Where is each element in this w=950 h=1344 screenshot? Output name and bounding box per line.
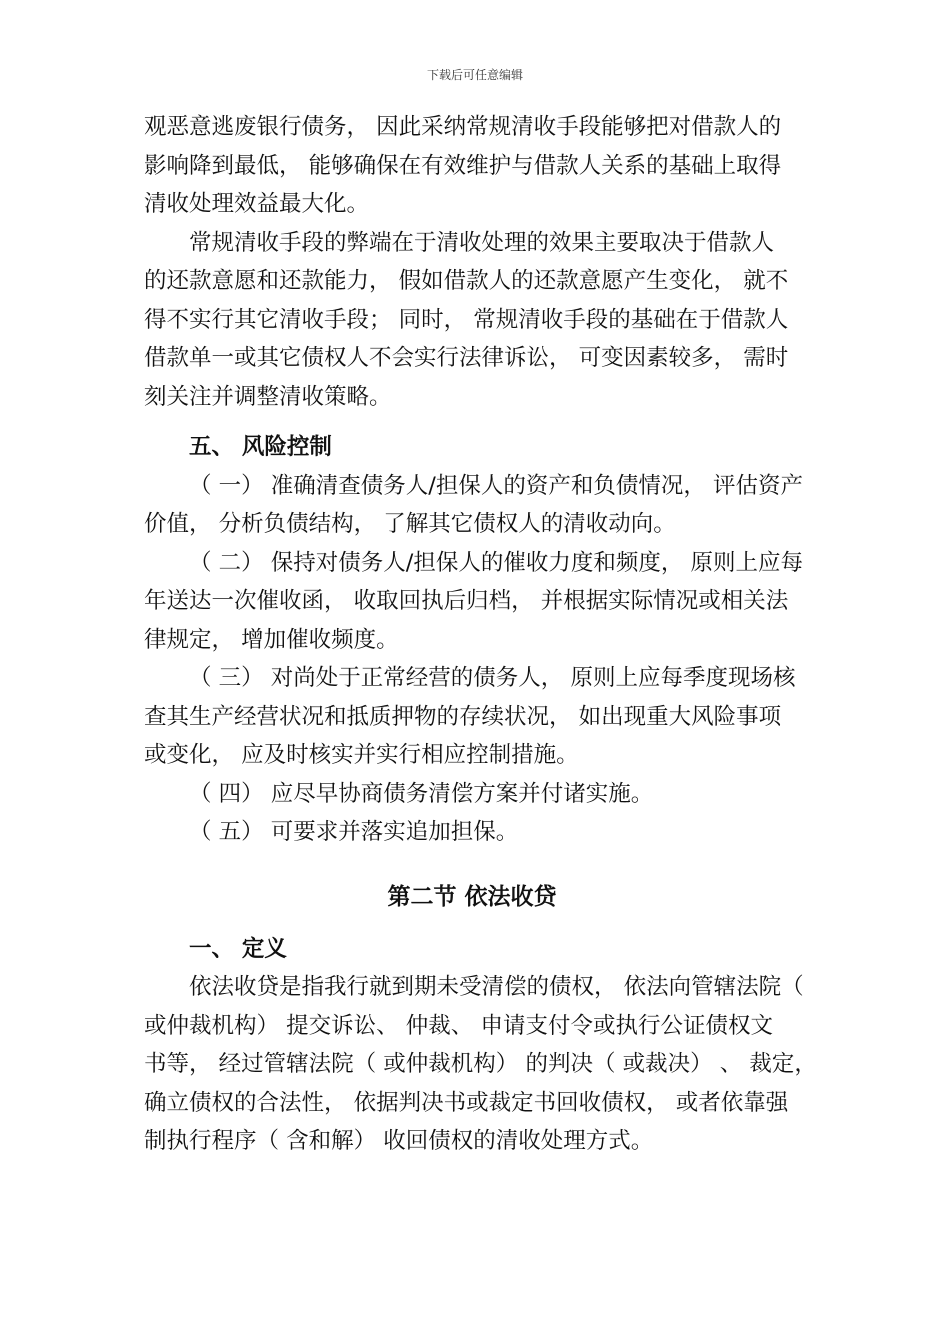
text-line: 得不实行其它清收手段； 同时， 常规清收手段的基础在于借款人 xyxy=(144,306,789,333)
list-item: （ 四） 应尽早协商债务清偿方案并付诸实施。 xyxy=(189,780,654,807)
document-body xyxy=(144,108,817,1161)
paragraph-drawbacks xyxy=(144,224,808,417)
text-line: 确立债权的合法性， 依据判决书或裁定书回收债权， 或者依靠强 xyxy=(144,1089,789,1116)
text-line: 刻关注并调整清收策略。 xyxy=(144,383,392,410)
list-item: （ 五） 可要求并落实追加担保。 xyxy=(189,819,519,845)
text-line: （ 一） 准确清查债务人/担保人的资产和负债情况， 评估资产 xyxy=(189,472,804,499)
text-line: 价值， 分析负债结构， 了解其它债权人的清收动向。 xyxy=(144,511,676,537)
list-item xyxy=(144,659,808,775)
list-item xyxy=(144,544,808,660)
text-line: 清收处理效益最大化。 xyxy=(144,191,370,217)
text-line: （ 二） 保持对债务人/担保人的催收力度和频度， 原则上应每 xyxy=(189,549,804,576)
page-header: 下载后可任意编辑 xyxy=(426,68,523,82)
text-line: 依法收贷是指我行就到期未受清偿的债权， 依法向管辖法院（ xyxy=(189,974,804,1000)
heading-definition: 一、 定义 xyxy=(189,935,287,962)
text-line: 或仲裁机构） 提交诉讼、 仲裁、 申请支付令或执行公证债权文 xyxy=(144,1012,773,1039)
text-line: 查其生产经营状况和抵质押物的存续状况， 如出现重大风险事项 xyxy=(144,703,782,730)
list-item xyxy=(144,467,808,544)
text-line: 或变化， 应及时核实并实行相应控制措施。 xyxy=(144,742,579,768)
paragraph-definition xyxy=(144,968,817,1161)
text-line: （ 三） 对尚处于正常经营的债务人， 原则上应每季度现场核 xyxy=(189,665,796,691)
section-title: 第二节 依法收贷 xyxy=(387,883,557,910)
text-line: 制执行程序（ 含和解） 收回债权的清收处理方式。 xyxy=(144,1128,654,1154)
text-line: 年送达一次催收函， 收取回执后归档， 并根据实际情况或相关法 xyxy=(144,588,789,614)
text-line: 借款单一或其它债权人不会实行法律诉讼， 可变因素较多， 需时 xyxy=(144,345,789,371)
text-line: 常规清收手段的弊端在于清收处理的效果主要取决于借款人 xyxy=(189,229,775,256)
text-line: 律规定， 增加催收频度。 xyxy=(144,626,399,653)
text-line: 影响降到最低， 能够确保在有效维护与借款人关系的基础上取得 xyxy=(144,152,782,179)
text-line: 观恶意逃废银行债务， 因此采纳常规清收手段能够把对借款人的 xyxy=(144,114,782,140)
text-line: 的还款意愿和还款能力， 假如借款人的还款意愿产生变化， 就不 xyxy=(144,268,789,294)
heading-risk-control: 五、 风险控制 xyxy=(189,434,332,460)
paragraph-continued xyxy=(144,108,808,224)
text-line: 书等， 经过管辖法院（ 或仲裁机构） 的判决（ 或裁决） 、 裁定， xyxy=(144,1051,817,1077)
